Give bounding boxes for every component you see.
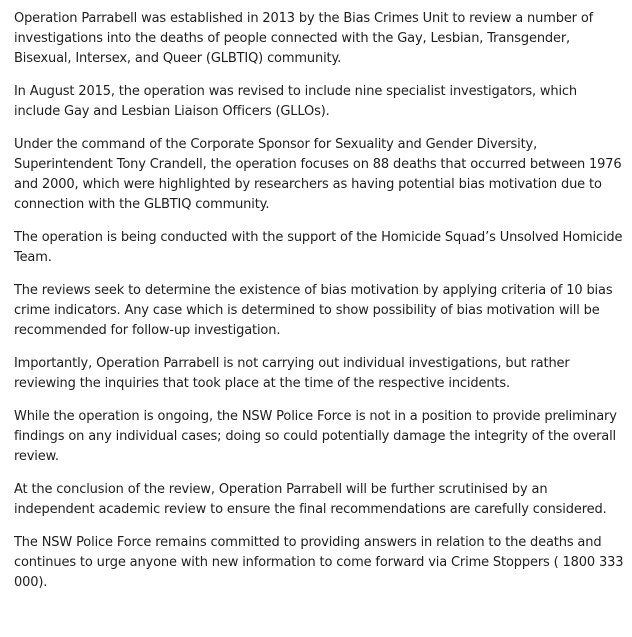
paragraph-commitment: The NSW Police Force remains committed to providing answers in relation to the deaths and continues to urge anyone with new information to come forward via Crime Stoppers ( 1800 333 000). <box>14 535 624 590</box>
paragraph-reviews: The reviews seek to determine the existence of bias motivation by applying criteria of 10 bias crime indicators. Any case which is determined to show possibility of bias motivation will be recommended for follow-up investigation. <box>14 283 613 338</box>
paragraph-command: Under the command of the Corporate Sponsor for Sexuality and Gender Diversity, Superintendent Tony Crandell, the operation focuses on 88 deaths that occurred between 1976 and 2000, which were highlighted by researchers as having potential bias motivation due to connection with the GLBTIQ community. <box>14 137 622 212</box>
paragraph-importantly: Importantly, Operation Parrabell is not carrying out individual investigations, but rather reviewing the inquiries that took place at the time of the respective incidents. <box>14 356 570 391</box>
paragraph-establishment: Operation Parrabell was established in 2013 by the Bias Crimes Unit to review a number of investigations into the deaths of people connected with the Gay, Lesbian, Transgender, Bisexual, Intersex, and Queer (GLBTIQ) community. <box>14 11 594 66</box>
paragraph-support: The operation is being conducted with the support of the Homicide Squad’s Unsolved Homicide Team. <box>14 230 623 265</box>
paragraph-revision: In August 2015, the operation was revised to include nine specialist investigators, which include Gay and Lesbian Liaison Officers (GLLOs). <box>14 84 578 119</box>
paragraph-conclusion: At the conclusion of the review, Operation Parrabell will be further scrutinised by an independent academic review to ensure the final recommendations are carefully considered. <box>14 482 607 517</box>
paragraph-ongoing: While the operation is ongoing, the NSW Police Force is not in a position to provide preliminary findings on any individual cases; doing so could potentially damage the integrity of the overall review. <box>14 409 617 464</box>
document-body <box>14 9 624 593</box>
